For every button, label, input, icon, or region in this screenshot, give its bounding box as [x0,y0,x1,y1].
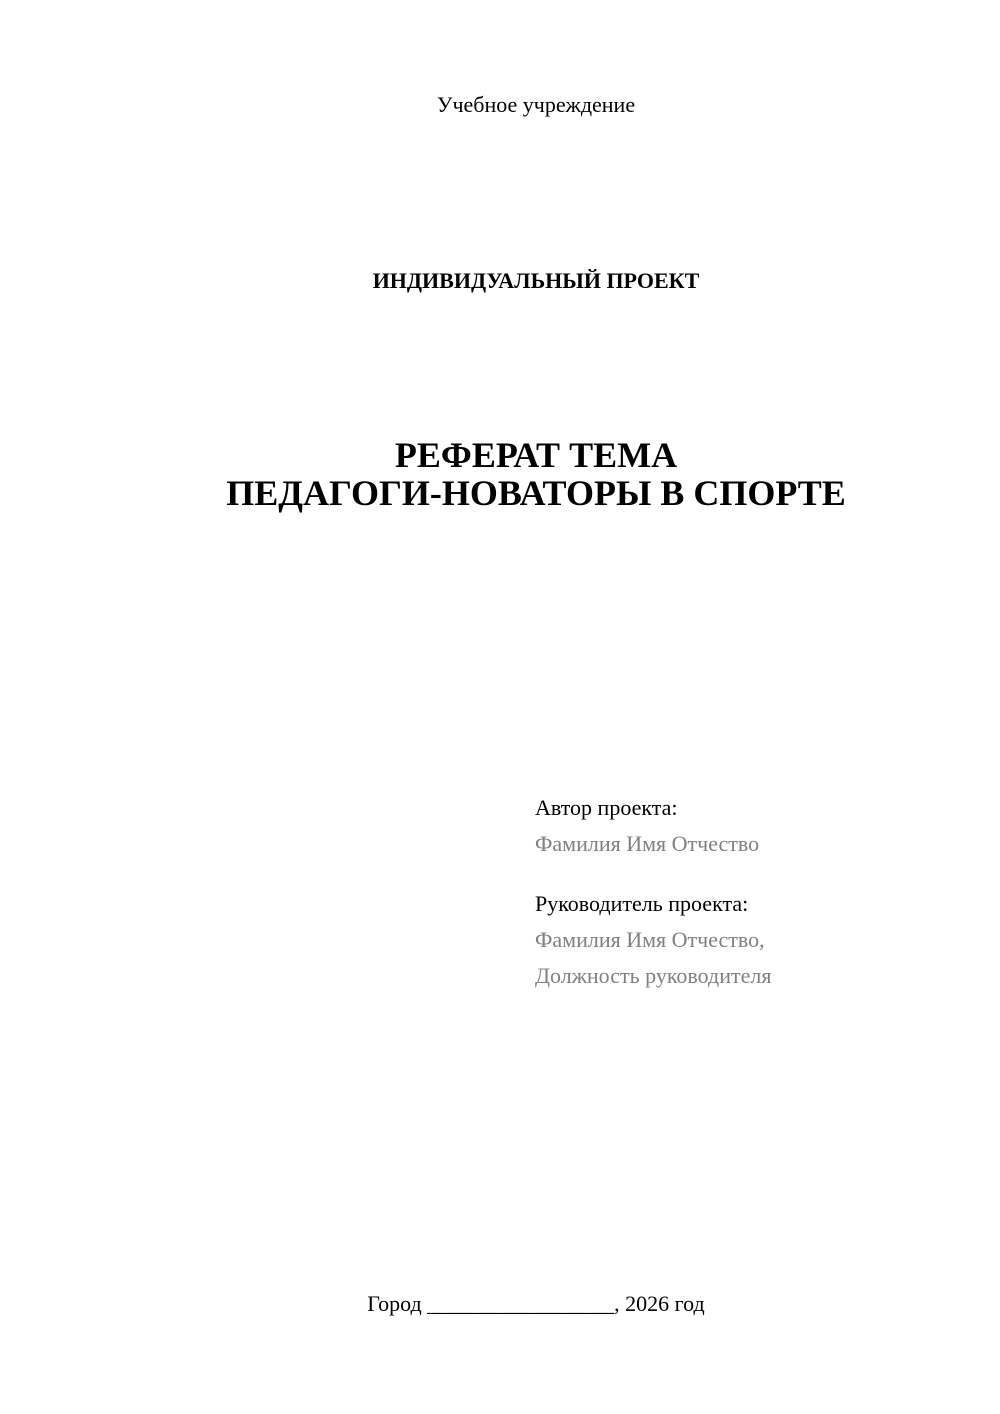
author-info-block [535,790,771,994]
document-title [0,436,1000,512]
supervisor-position: Должность руководителя [535,963,772,988]
project-type-heading: ИНДИВИДУАЛЬНЫЙ ПРОЕКТ [372,268,700,293]
supervisor-label: Руководитель проекта: [535,891,749,916]
title-line-2: ПЕДАГОГИ-НОВАТОРЫ В СПОРТЕ [226,473,846,513]
spacer [535,862,771,886]
institution-name: Учебное учреждение [436,92,636,117]
author-label: Автор проекта: [535,795,678,820]
supervisor-name: Фамилия Имя Отчество, [535,927,765,952]
city-year-footer: Город _________________, 2026 год [367,1291,705,1316]
title-line-1: РЕФЕРАТ ТЕМА [394,435,678,475]
author-name: Фамилия Имя Отчество [535,831,760,856]
